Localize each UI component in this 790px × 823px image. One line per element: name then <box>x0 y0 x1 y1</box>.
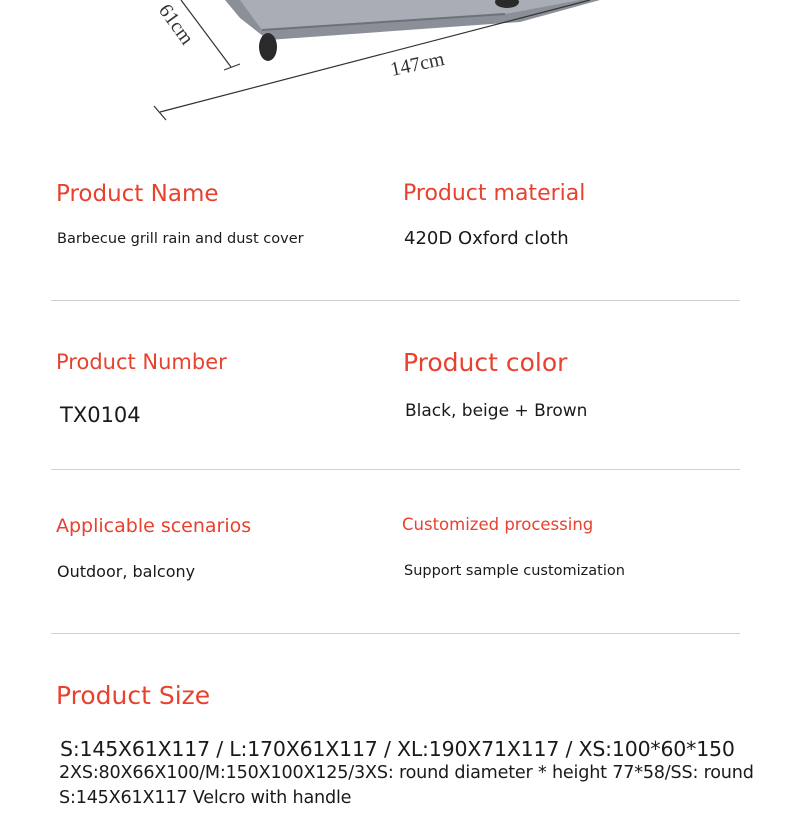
depth-dimension-label: 61cm <box>153 0 198 49</box>
product-number-value: TX0104 <box>60 403 141 427</box>
product-size-line-2: 2XS:80X66X100/M:150X100X125/3XS: round diameter * height 77*58/SS: round <box>59 763 754 783</box>
product-name-value: Barbecue grill rain and dust cover <box>57 231 304 247</box>
product-size-line-3: S:145X61X117 Velcro with handle <box>59 788 352 808</box>
product-color-label: Product color <box>403 348 568 377</box>
product-material-label: Product material <box>403 181 586 206</box>
customized-processing-value: Support sample customization <box>404 563 625 579</box>
wheel-graphic <box>259 33 277 61</box>
divider <box>51 300 740 301</box>
product-number-label: Product Number <box>56 350 227 374</box>
divider <box>51 633 740 634</box>
applicable-scenarios-label: Applicable scenarios <box>56 515 252 537</box>
applicable-scenarios-value: Outdoor, balcony <box>57 562 196 581</box>
customized-processing-label: Customized processing <box>402 515 594 534</box>
divider <box>51 469 740 470</box>
product-material-value: 420D Oxford cloth <box>404 228 569 249</box>
product-color-value: Black, beige + Brown <box>405 401 588 421</box>
product-name-label: Product Name <box>56 181 219 207</box>
grill-body-graphic <box>225 0 600 44</box>
product-dimension-illustration <box>0 0 790 130</box>
product-size-label: Product Size <box>56 681 211 710</box>
width-dimension-label: 147cm <box>388 48 447 81</box>
product-size-line-1: S:145X61X117 / L:170X61X117 / XL:190X71X117 / XS:100*60*150 <box>60 737 735 761</box>
